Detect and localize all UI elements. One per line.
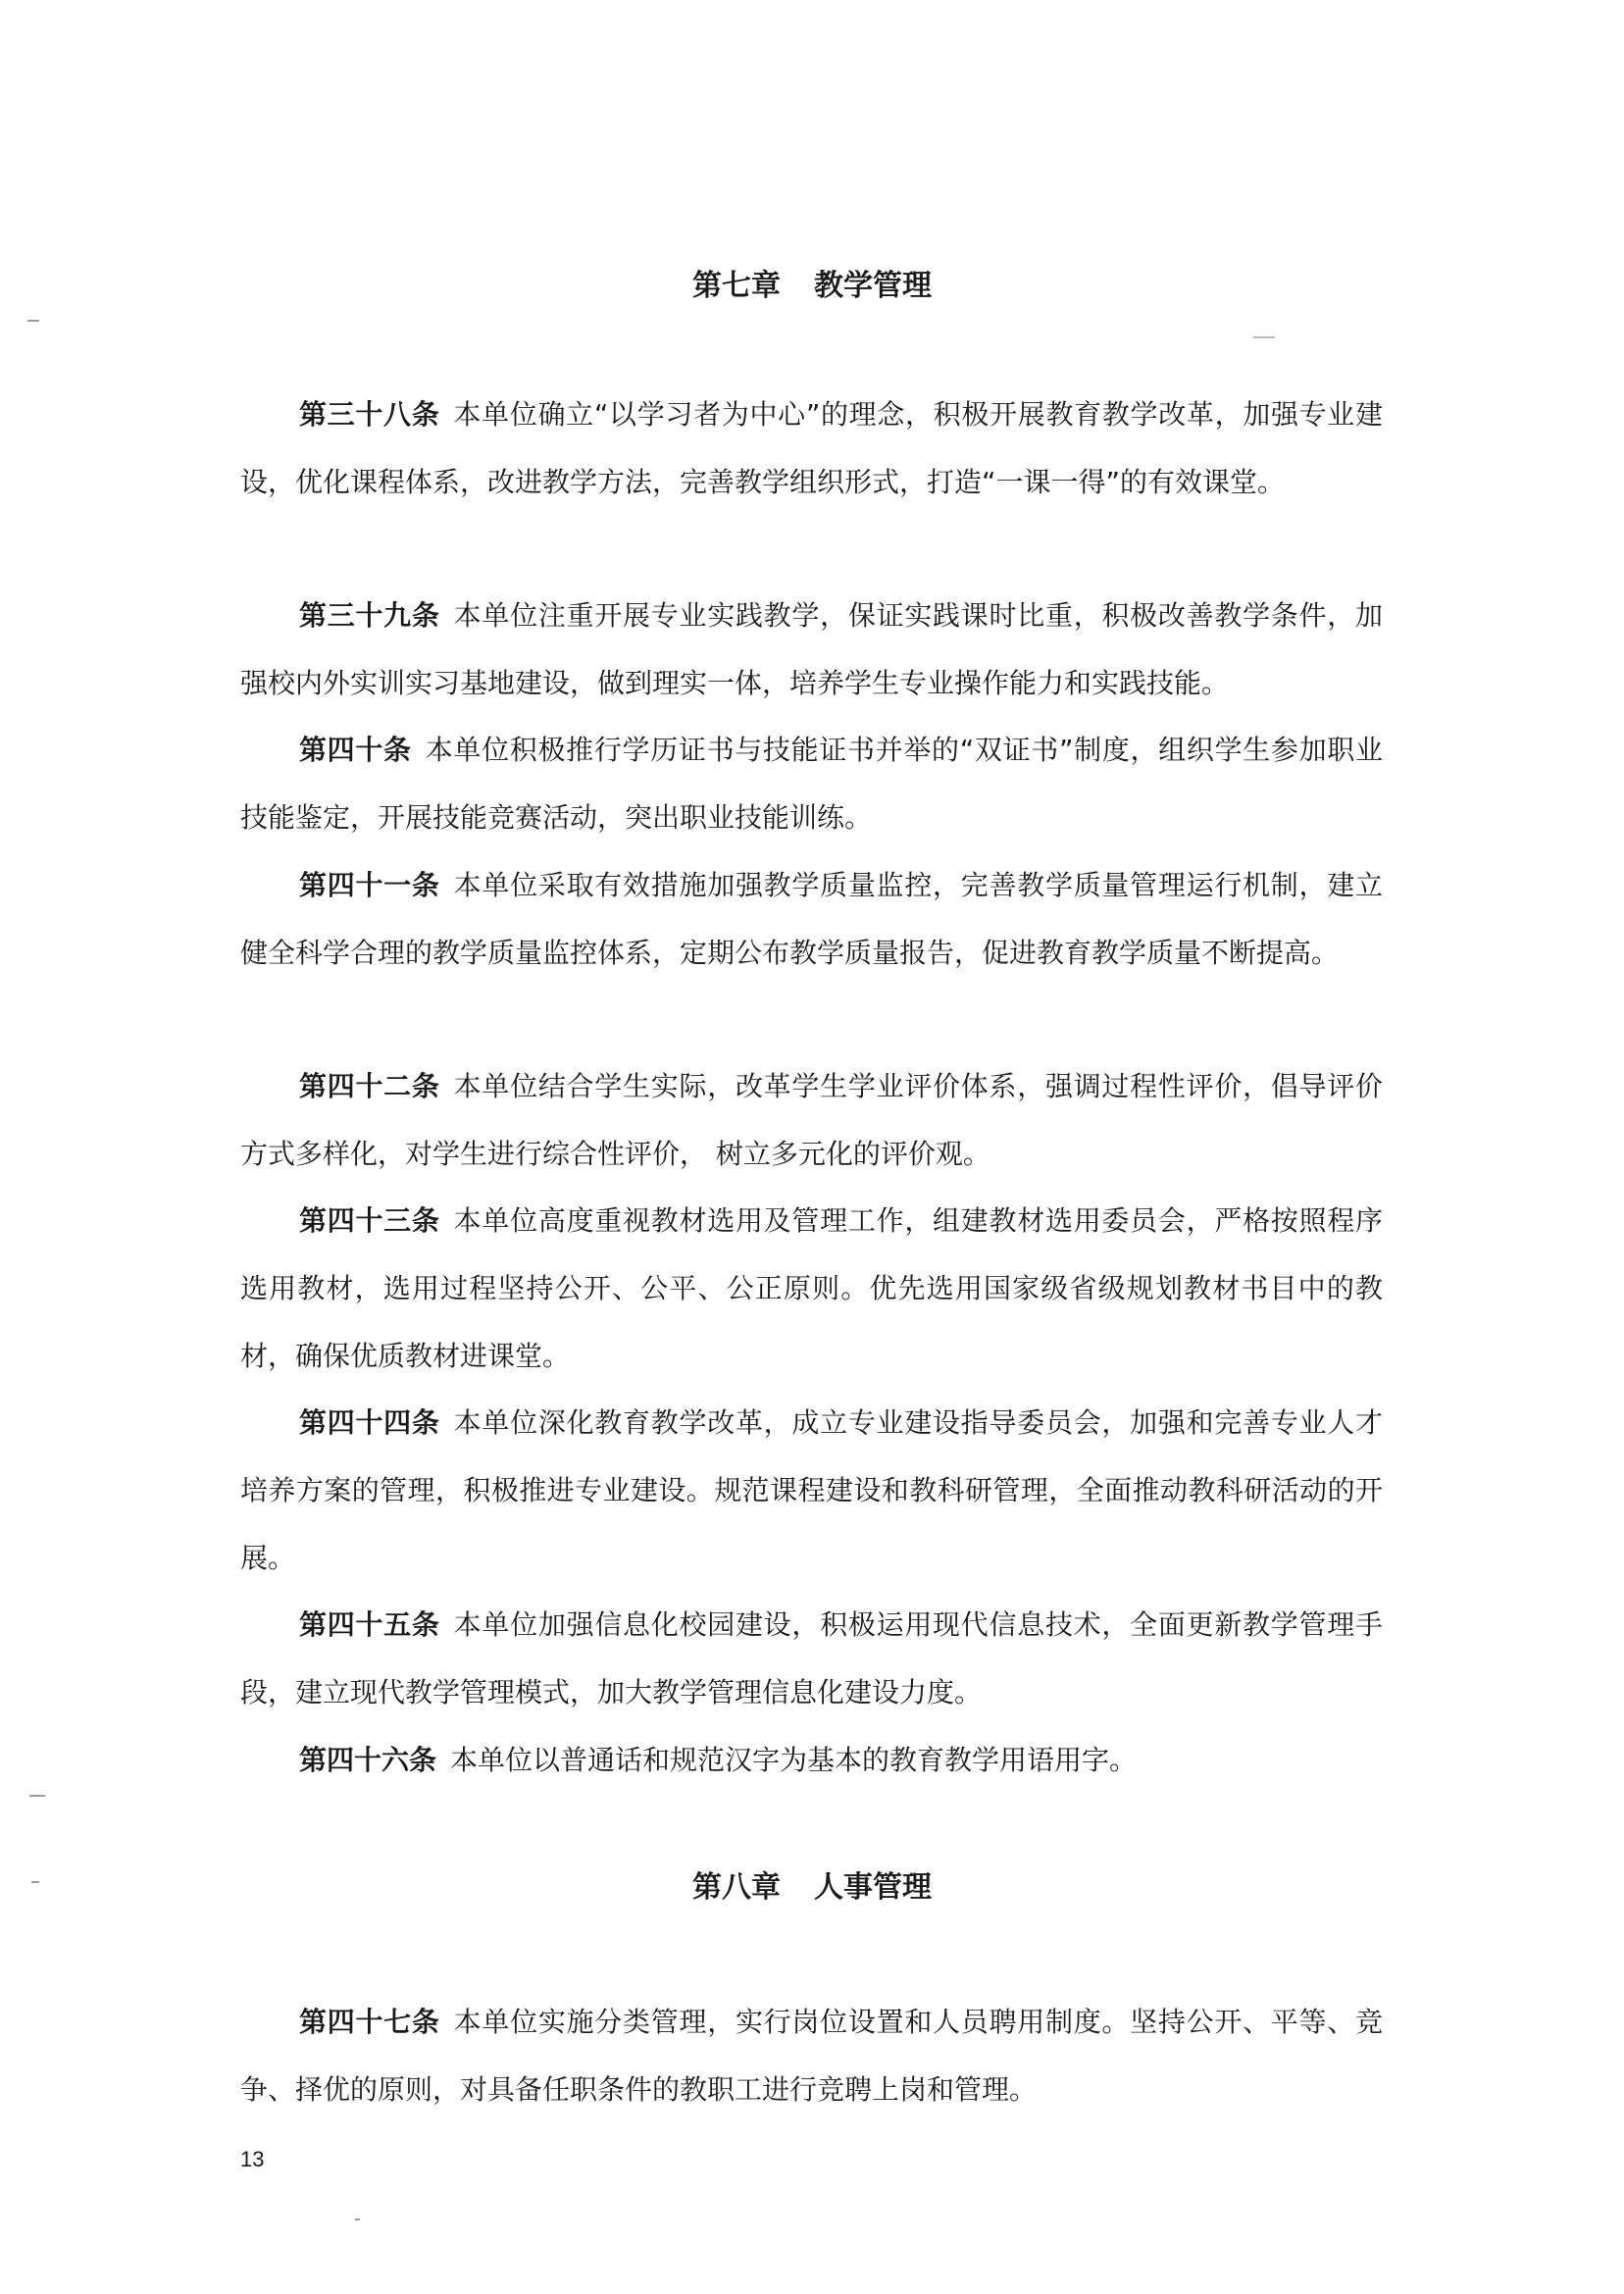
page-number: 13 [240,2147,265,2171]
article-text: 本单位采取有效措施加强教学质量监控，完善教学质量管理运行机制，建立健全科学合理的教学质量监控体系，定期公布教学质量报告，促进教育教学质量不断提高。 [240,869,1383,969]
chapter-7-title: 教学管理 [814,269,932,303]
chapter-7-number: 第七章 [692,269,781,303]
article-40 [240,716,1383,851]
article-label: 第三十九条 [299,599,440,632]
scan-speck [31,1881,39,1883]
scan-speck [1253,336,1275,338]
article-label: 第四十条 [299,734,412,766]
scan-speck [27,320,39,322]
article-text: 本单位注重开展专业实践教学，保证实践课时比重，积极改善教学条件，加强校内外实训实习基地建设，做到理实一体，培养学生专业操作能力和实践技能。 [240,599,1383,699]
article-46 [240,1726,1383,1794]
article-44 [240,1389,1383,1592]
article-label: 第四十二条 [299,1070,440,1102]
chapter-8-heading [0,1868,1624,1908]
article-label: 第四十四条 [299,1406,440,1439]
article-text: 本单位加强信息化校园建设，积极运用现代信息技术，全面更新教学管理手段，建立现代教学管理模式，加大教学管理信息化建设力度。 [240,1608,1383,1708]
chapter-8-number: 第八章 [692,1870,781,1905]
article-label: 第四十六条 [299,1744,437,1776]
article-47 [240,1988,1383,2123]
scan-speck [29,1795,45,1797]
article-38 [240,381,1383,516]
article-text: 本单位高度重视教材选用及管理工作，组建教材选用委员会，严格按照程序选用教材，选用过程坚持公开、公平、公正原则。优先选用国家级省级规划教材书目中的教材，确保优质教材进课堂。 [240,1204,1383,1372]
article-text: 本单位结合学生实际，改革学生学业评价体系，强调过程性评价，倡导评价方式多样化，对学生进行综合性评价， 树立多元化的评价观。 [240,1070,1383,1170]
article-text: 本单位积极推行学历证书与技能证书并举的“双证书”制度，组织学生参加职业技能鉴定，开展技能竞赛活动，突出职业技能训练。 [240,734,1383,834]
article-label: 第三十八条 [299,398,440,431]
scan-speck [355,2218,360,2220]
article-42 [240,1052,1383,1188]
article-text: 本单位确立“以学习者为中心”的理念，积极开展教育教学改革，加强专业建设，优化课程体系，改进教学方法，完善教学组织形式，打造“一课一得”的有效课堂。 [240,398,1383,498]
article-39 [240,582,1383,717]
article-label: 第四十五条 [299,1608,440,1641]
article-text: 本单位实施分类管理，实行岗位设置和人员聘用制度。坚持公开、平等、竞争、择优的原则，对具备任职条件的教职工进行竞聘上岗和管理。 [240,2006,1383,2106]
article-text: 本单位深化教育教学改革，成立专业建设指导委员会，加强和完善专业人才培养方案的管理，积极推进专业建设。规范课程建设和教科研管理，全面推动教科研活动的开展。 [240,1406,1383,1574]
chapter-7-heading [0,267,1624,306]
article-45 [240,1591,1383,1726]
article-label: 第四十一条 [299,869,440,901]
article-label: 第四十三条 [299,1204,440,1237]
chapter-8-title: 人事管理 [814,1870,932,1905]
article-43 [240,1187,1383,1390]
article-text: 本单位以普通话和规范汉字为基本的教育教学用语用字。 [450,1744,1138,1776]
article-41 [240,851,1383,987]
article-label: 第四十七条 [299,2006,440,2038]
